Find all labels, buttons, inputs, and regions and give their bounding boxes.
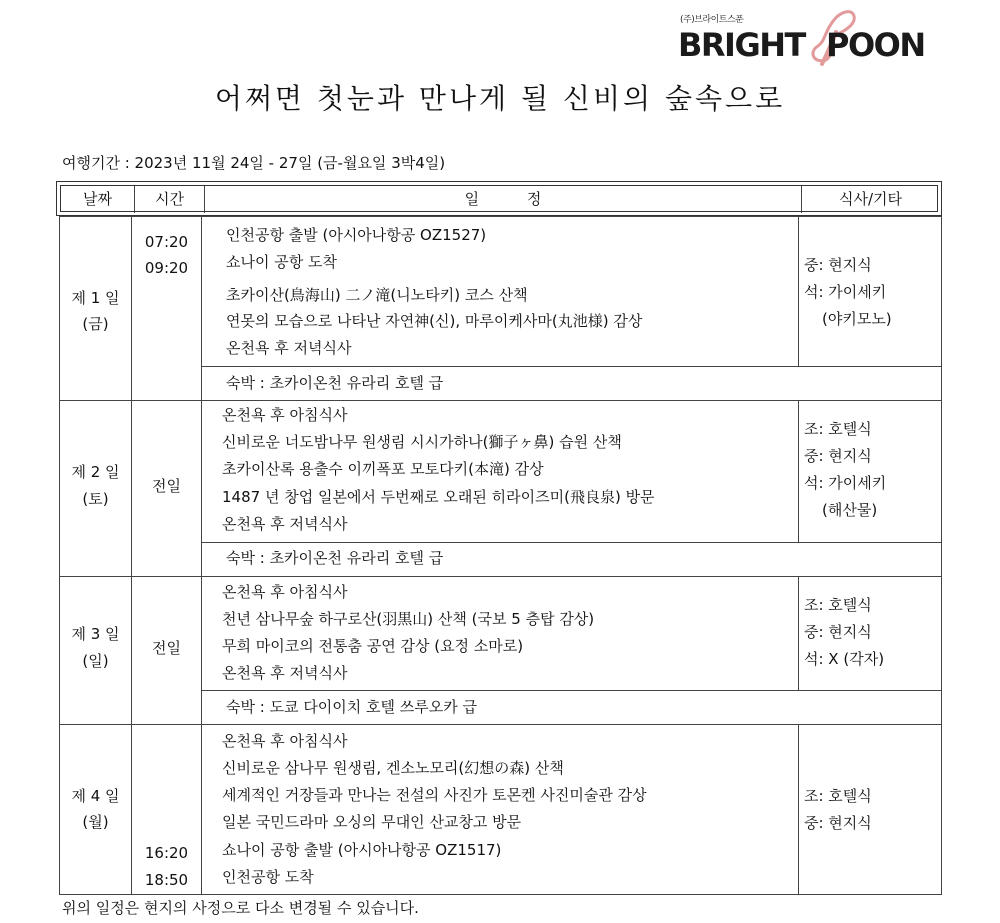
day-2-time: 전일: [152, 477, 181, 495]
header-date: 날짜: [83, 190, 112, 208]
day-1-item-5: 온천욕 후 저녁식사: [226, 339, 352, 357]
day-3-item-1: 온천욕 후 아침식사: [222, 583, 348, 601]
day-2-item-3: 초카이산록 용출수 이끼폭포 모토다키(本滝) 감상: [222, 460, 544, 478]
day-2-meal-1: 조: 호텔식: [804, 420, 872, 438]
table-header: [56, 181, 942, 216]
page-title: 어쩌면 첫눈과 만나게 될 신비의 숲속으로: [214, 82, 786, 115]
day-4-item-2: 신비로운 삼나무 원생림, 겐소노모리(幻想の森) 산책: [222, 759, 564, 777]
day-4-time-1: 16:20: [144, 844, 189, 862]
travel-period: 여행기간 : 2023년 11월 24일 - 27일 (금-월요일 3박4일): [62, 154, 446, 172]
day-1-time-1: 07:20: [144, 233, 189, 251]
day-1-label: 제 1 일: [71, 289, 120, 307]
day-1-meal-2: 석: 가이세키: [804, 283, 887, 301]
day-2-label: 제 2 일: [71, 463, 120, 481]
day-4-label: 제 4 일: [71, 787, 120, 805]
day-1-time-2: 09:20: [144, 259, 189, 277]
day-4-weekday: (월): [82, 813, 109, 831]
day-4-item-6: 인천공항 도착: [222, 868, 314, 886]
day-1-weekday: (금): [82, 315, 109, 333]
day-1-meal-3: (야키모노): [822, 310, 892, 328]
footer-note: 위의 일정은 현지의 사정으로 다소 변경될 수 있습니다.: [62, 899, 419, 917]
day-3-item-2: 천년 삼나무숲 하구로산(羽黒山) 산책 (국보 5 층탑 감상): [222, 610, 595, 628]
day-4-time-2: 18:50: [144, 871, 189, 889]
day-4-meal-2: 중: 현지식: [804, 814, 872, 832]
header-time: 시간: [155, 190, 184, 208]
day-3-weekday: (일): [82, 652, 109, 670]
day-2-hotel: 숙박 : 초카이온천 유라리 호텔 급: [226, 549, 444, 567]
day-1-hotel: 숙박 : 초카이온천 유라리 호텔 급: [226, 374, 444, 392]
header-schedule: 일 정: [464, 190, 542, 208]
day-2-weekday: (토): [82, 490, 109, 508]
header-meal: 식사/기타: [838, 190, 902, 208]
day-2-item-2: 신비로운 너도밤나무 원생림 시시가하나(獅子ヶ鼻) 습원 산책: [222, 433, 622, 451]
day-3-time: 전일: [152, 639, 181, 657]
day-4-item-5: 쇼나이 공항 출발 (아시아나항공 OZ1517): [222, 841, 502, 859]
day-4-item-4: 일본 국민드라마 오싱의 무대인 산교창고 방문: [222, 813, 522, 831]
day-1-item-3: 초카이산(鳥海山) 二ノ滝(니노타키) 코스 산책: [226, 286, 528, 304]
day-3-meal-2: 중: 현지식: [804, 623, 872, 641]
day-1-meal-1: 중: 현지식: [804, 256, 872, 274]
day-2-meal-4: (해산물): [822, 501, 878, 519]
day-4-item-3: 세계적인 거장들과 만나는 전설의 사진가 토몬켄 사진미술관 감상: [222, 786, 647, 804]
company-name: (주)브라이트스푼: [680, 15, 744, 25]
day-4-item-1: 온천욕 후 아침식사: [222, 732, 348, 750]
day-3-item-3: 무희 마이코의 전통춤 공연 감상 (요정 소마로): [222, 637, 524, 655]
day-3-meal-3: 석: X (각자): [804, 650, 885, 668]
logo-word-bright: BRIGHT: [678, 26, 805, 64]
day-3-item-4: 온천욕 후 저녁식사: [222, 664, 348, 682]
day-3-meal-1: 조: 호텔식: [804, 596, 872, 614]
day-4-meal-1: 조: 호텔식: [804, 787, 872, 805]
logo-word-poon: POON: [826, 26, 925, 64]
day-1-item-2: 쇼나이 공항 도착: [226, 253, 337, 271]
day-1-item-4: 연못의 모습으로 나타난 자연神(신), 마루이케사마(丸池様) 감상: [226, 312, 643, 330]
day-2-meal-3: 석: 가이세키: [804, 474, 887, 492]
day-1-item-1: 인천공항 출발 (아시아나항공 OZ1527): [226, 226, 487, 244]
day-3-label: 제 3 일: [71, 625, 120, 643]
day-2-item-4: 1487 년 창업 일본에서 두번째로 오래된 히라이즈미(飛良泉) 방문: [222, 488, 655, 506]
day-2-item-1: 온천욕 후 아침식사: [222, 406, 348, 424]
day-3-hotel: 숙박 : 도쿄 다이이치 호텔 쓰루오카 급: [226, 698, 478, 716]
day-2-item-5: 온천욕 후 저녁식사: [222, 515, 348, 533]
day-2-meal-2: 중: 현지식: [804, 447, 872, 465]
